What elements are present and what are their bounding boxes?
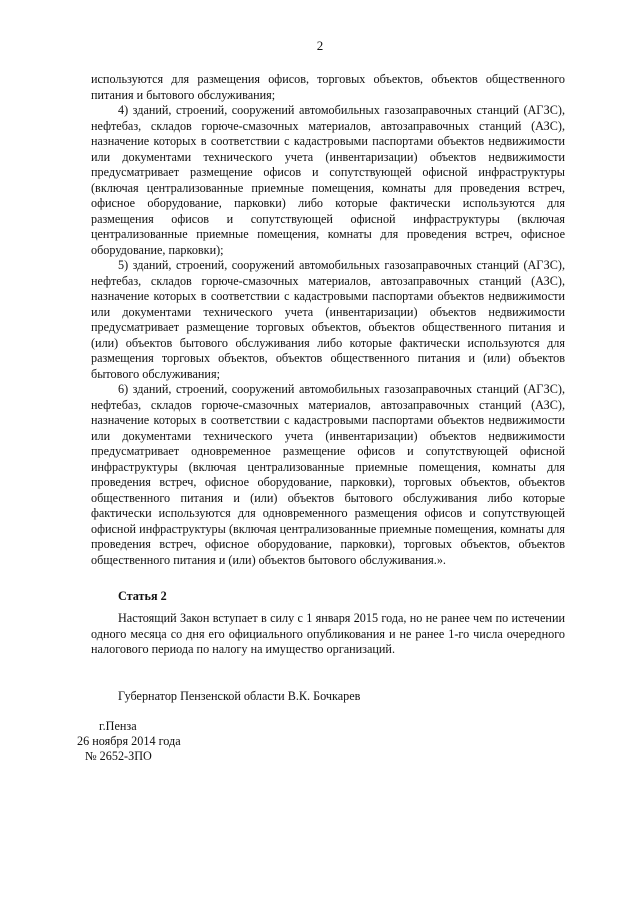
paragraph-item-6: 6) зданий, строений, сооружений автомобильных газозаправочных станций (АГЗС), нефтебаз, складов горюче-смазочных материалов, автозаправочных станций (АЗС), назначение которых в соответствии с кадастровыми паспортами объектов недвижимости или документами технического учета (инвентаризации) объектов недвижимости предусматривает одновременное размещение офисов и сопутствующей офисной инфраструктуры (включая централизованные приемные помещения, комнаты для проведения встреч, офисное оборудование, парковки), торговых объектов, объектов общественного питания и (или) объектов бытового обслуживания либо которые фактически используются для одновременного размещения офисов и сопутствующей офисной инфраструктуры (включая централизованные приемные помещения, комнаты для проведения встреч, офисное оборудование, парковки), торговых объектов, объектов общественного питания и (или) объектов бытового обслуживания.». (91, 382, 565, 567)
place-of-signing: г.Пенза (99, 719, 137, 733)
article-body (91, 611, 565, 658)
date-of-signing: 26 ноября 2014 года (77, 734, 181, 748)
signature-line: Губернатор Пензенской области В.К. Бочкарев (118, 689, 361, 703)
paragraph-item-5: 5) зданий, строений, сооружений автомобильных газозаправочных станций (АГЗС), нефтебаз, складов горюче-смазочных материалов, автозаправочных станций (АЗС), назначение которых в соответствии с кадастровыми паспортами объектов недвижимости или документами технического учета (инвентаризации) объектов недвижимости предусматривает размещение торговых объектов, объектов общественного питания и (или) объектов бытового обслуживания либо которые фактически используются для размещения торговых объектов, объектов общественного питания и (или) объектов бытового обслуживания; (91, 258, 565, 381)
document-number: № 2652-ЗПО (85, 749, 152, 763)
page-number: 2 (316, 38, 324, 53)
article-title: Статья 2 (118, 589, 167, 603)
paragraph-item-4: 4) зданий, строений, сооружений автомобильных газозаправочных станций (АГЗС), нефтебаз, складов горюче-смазочных материалов, автозаправочных станций (АЗС), назначение которых в соответствии с кадастровыми паспортами объектов недвижимости или документами технического учета (инвентаризации) объектов недвижимости предусматривает размещение офисов и сопутствующей офисной инфраструктуры (включая централизованные приемные помещения, комнаты для проведения встреч, офисное оборудование, парковки) либо которые фактически используются для размещения офисов и сопутствующей офисной инфраструктуры (включая централизованные приемные помещения, комнаты для проведения встреч, офисное оборудование, парковки); (91, 103, 565, 257)
article-text: Настоящий Закон вступает в силу с 1 января 2015 года, но не ранее чем по истечении одного месяца со дня его официального опубликования и не ранее 1-го числа очередного налогового периода по налогу на имущество организаций. (91, 611, 565, 656)
paragraph-continuation: используются для размещения офисов, торговых объектов, объектов общественного питания и бытового обслуживания; (91, 72, 565, 102)
document-body (91, 72, 565, 568)
